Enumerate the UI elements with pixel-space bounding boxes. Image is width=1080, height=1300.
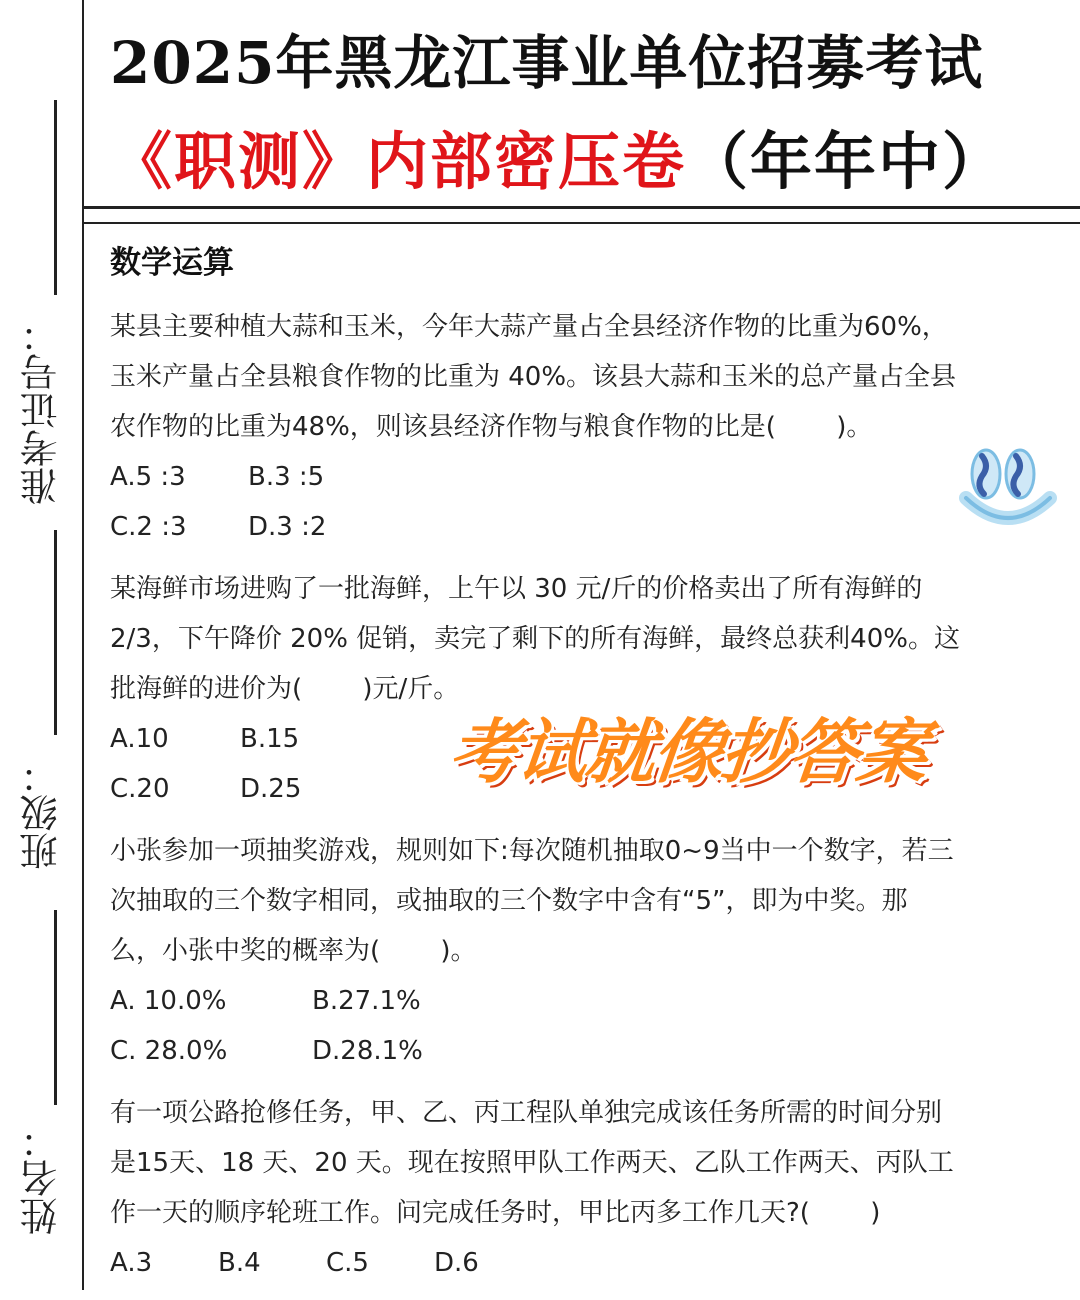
- class-blank: [54, 530, 57, 735]
- page-subtitle: [110, 112, 1070, 201]
- exam-id-label: 准考证号：: [20, 315, 64, 505]
- question-line: 是15天、18 天、20 天。现在按照甲队工作两天、乙队工作两天、丙队工: [110, 1148, 954, 1178]
- options-row: [110, 976, 1060, 1026]
- exam-id-blank: [54, 100, 57, 295]
- option-d[interactable]: D.3 :2: [248, 512, 327, 542]
- options-row: [110, 502, 1060, 552]
- option-a[interactable]: A.3: [110, 1248, 153, 1278]
- question-line: 农作物的比重为48%，则该县经济作物与粮食作物的比是( )。: [110, 412, 873, 442]
- option-d[interactable]: D.28.1%: [312, 1036, 423, 1066]
- option-c[interactable]: C.5: [326, 1248, 369, 1278]
- question-line: 有一项公路抢修任务，甲、乙、丙工程队单独完成该任务所需的时间分别: [110, 1098, 943, 1128]
- page-title: 2025年黑龙江事业单位招募考试: [110, 29, 984, 97]
- question-line: 某海鲜市场进购了一批海鲜，上午以 30 元/斤的价格卖出了所有海鲜的: [110, 574, 923, 604]
- margin-line: [82, 0, 84, 1290]
- header-rule-thick: [84, 206, 1080, 209]
- question-line: 玉米产量占全县粮食作物的比重为 40%。该县大蒜和玉米的总产量占全县: [110, 362, 957, 392]
- header-rule-thin: [84, 222, 1080, 224]
- option-a[interactable]: A. 10.0%: [110, 986, 227, 1016]
- options-row: [110, 1026, 1060, 1076]
- question-line: 2/3，下午降价 20% 促销，卖完了剩下的所有海鲜，最终总获利40%。这: [110, 624, 960, 654]
- option-a[interactable]: A.10: [110, 724, 169, 754]
- subtitle-paren: （年年中）: [686, 125, 1007, 198]
- options-row: [110, 1238, 1060, 1288]
- question-line: 批海鲜的进价为( )元/斤。: [110, 674, 460, 704]
- option-b[interactable]: B.27.1%: [312, 986, 421, 1016]
- question-line: 么，小张中奖的概率为( )。: [110, 936, 477, 966]
- option-b[interactable]: B.4: [218, 1248, 261, 1278]
- slogan-stamp: 考试就像抄答案: [445, 711, 930, 793]
- question-4: [110, 1088, 1060, 1288]
- question-3: [110, 826, 1060, 1076]
- class-label: 班级：: [20, 756, 64, 870]
- option-b[interactable]: B.15: [240, 724, 300, 754]
- question-line: 次抽取的三个数字相同，或抽取的三个数字中含有“5”，即为中奖。那: [110, 886, 908, 916]
- smile-emoji-icon: [958, 446, 1058, 536]
- option-a[interactable]: A.5 :3: [110, 462, 186, 492]
- option-c[interactable]: C. 28.0%: [110, 1036, 228, 1066]
- option-d[interactable]: D.6: [434, 1248, 479, 1278]
- option-d[interactable]: D.25: [240, 774, 302, 804]
- question-line: 某县主要种植大蒜和玉米，今年大蒜产量占全县经济作物的比重为60%，: [110, 312, 948, 342]
- binding-strip: [0, 0, 82, 1299]
- question-line: 作一天的顺序轮班工作。问完成任务时，甲比丙多工作几天?( ): [110, 1198, 881, 1228]
- options-row: [110, 452, 1060, 502]
- option-c[interactable]: C.2 :3: [110, 512, 187, 542]
- name-label: 姓名：: [20, 1121, 64, 1235]
- name-blank: [54, 910, 57, 1105]
- option-c[interactable]: C.20: [110, 774, 170, 804]
- question-1: [110, 302, 1060, 552]
- option-b[interactable]: B.3 :5: [248, 462, 325, 492]
- section-title: 数学运算: [110, 245, 234, 281]
- subtitle-main: 《职测》内部密压卷: [110, 125, 687, 198]
- question-line: 小张参加一项抽奖游戏，规则如下:每次随机抽取0~9当中一个数字，若三: [110, 836, 954, 866]
